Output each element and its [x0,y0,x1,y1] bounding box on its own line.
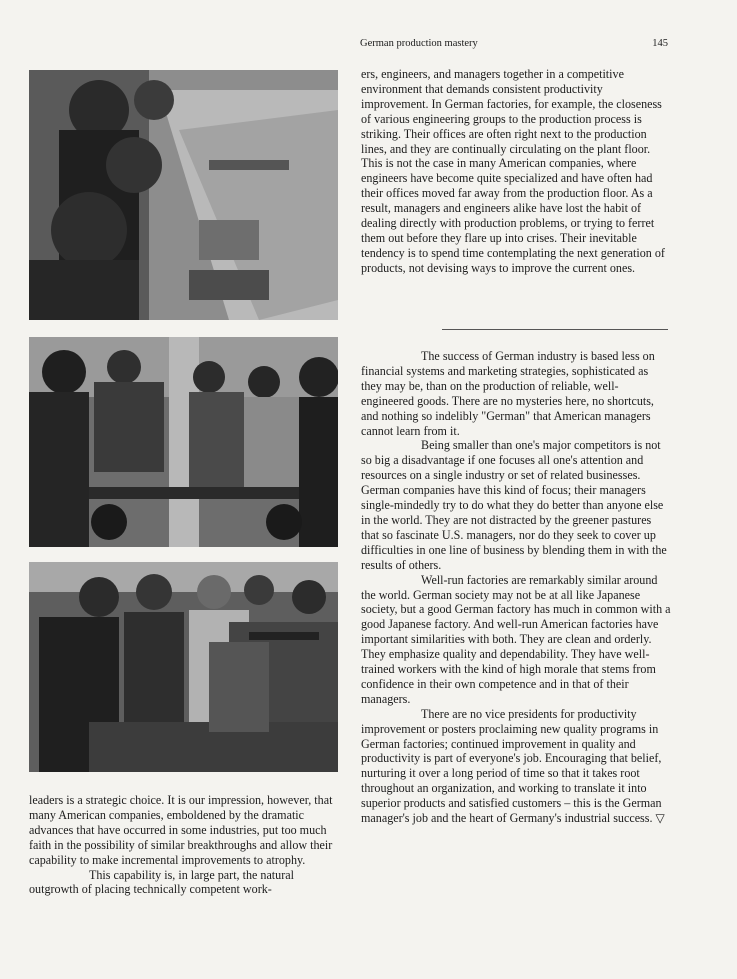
workshop-group-photo [29,337,338,547]
page-number: 145 [652,38,668,49]
machine-training-photo [29,562,338,772]
running-title: German production mastery [360,38,478,49]
paragraph: ers, engineers, and managers together in a competitive environment that demands consistent productivity improvement. In German factories, for example, the closeness of various engineering groups to the production process is striking. Their offices are often right next to the production lines, and they are continually circulating on the plant floor. This is not the case in many American companies, where engineers have become quite specialized and have often had their offices moved far away from the production floor. As a result, managers and engineers alike have lost the habit of dealing directly with production problems, or trying to ferret them out before they flare up into crises. Their inevitable tendency is to spend time contemplating the next generation of products, not devising ways to improve the current ones. [361,67,665,275]
photo-illustration-3 [29,562,338,772]
right-column-top [361,67,671,276]
end-mark-icon: ▽ [655,811,665,826]
section-divider [442,329,668,330]
running-header [360,38,668,49]
factory-workers-photo [29,70,338,320]
right-column-bottom [361,349,671,826]
photo-illustration-1 [29,70,338,320]
paragraph-text: There are no vice presidents for productivity improvement or posters proclaiming new quality programs in German factories; continued improvement in quality and productivity is part of everyone's job. Encouraging that belief, nurturing it over a long period of time so that it takes root throughout an organization, and working to translate it into superior products and satisfied customers – this is the German manager's job and the heart of Germany's industrial success. [361,706,662,826]
paragraph: This capability is, in large part, the natural outgrowth of placing technically competent work- [29,867,294,897]
paragraph-last [361,707,671,826]
paragraph: Well-run factories are remarkably similar around the world. German society may not be at all like Japanese society, but a good German factory has much in common with a good Japanese factory. And well-run American factories have important similarities with both. They are clean and orderly. They emphasize quality and dependability. They have well-trained workers with the kind of high morale that stems from confidence in their own competence and in that of their managers. [361,572,671,706]
left-column-bottom [29,793,341,897]
paragraph: The success of German industry is based less on financial systems and marketing strategies, sophisticated as they may be, than on the production of reliable, well-engineered goods. There are no mysteries here, no shortcuts, and nothing so indelibly "German" that American managers cannot learn from it. [361,349,655,438]
photo-illustration-2 [29,337,338,547]
paragraph: Being smaller than one's major competitors is not so big a disadvantage if one focuses all one's attention and resources on a single industry or set of related businesses. German companies have this kind of focus; their managers single-mindedly try to do what they do better than anyone else in the world. They are not distracted by the greener pastures that so fascinate U.S. managers, nor do they seek to cover up difficulties in one line of business by blending them in with the results of others. [361,438,667,572]
paragraph: leaders is a strategic choice. It is our impression, however, that many American companies, emboldened by the dramatic advances that have occurred in some industries, put too much faith in the possibility of similar breakthroughs and allow their capability to make incremental improvements to atrophy. [29,793,333,867]
